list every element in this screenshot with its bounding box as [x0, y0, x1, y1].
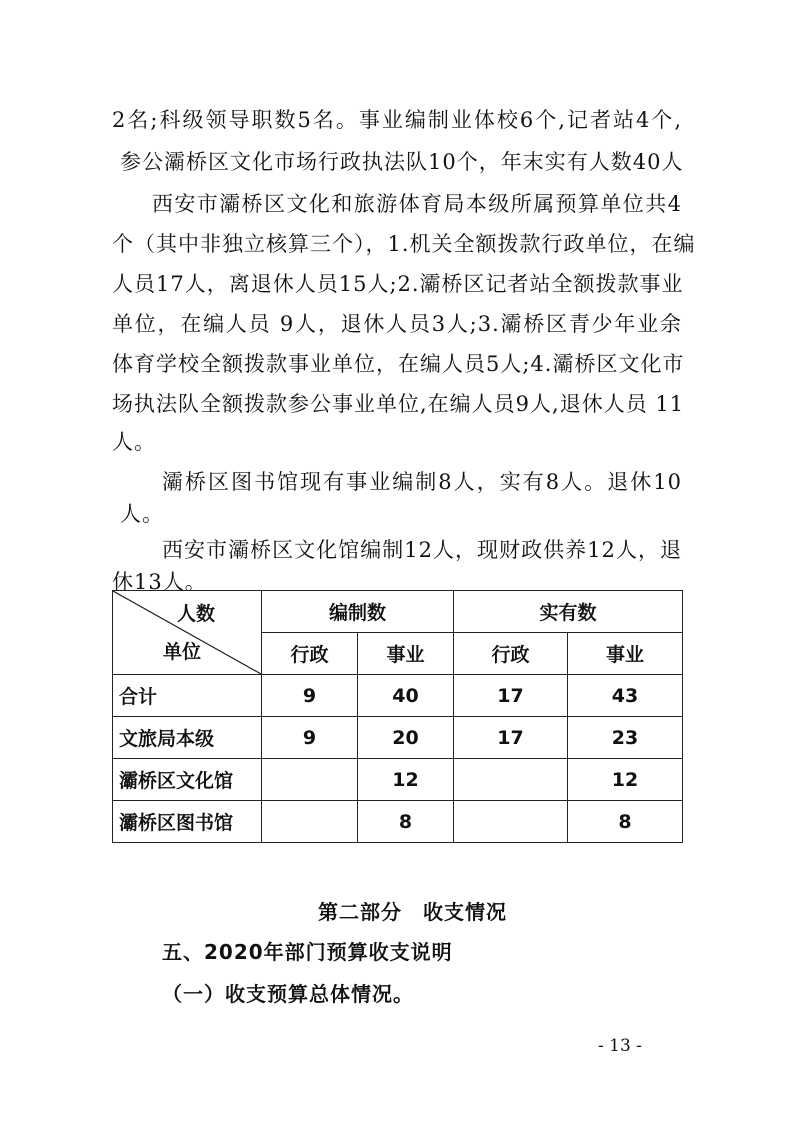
para-line-11: 人。 — [120, 502, 164, 526]
para-line-6: 单位，在编人员 9人，退休人员3人;3.灞桥区青少年业余 — [112, 312, 682, 336]
cell: 8 — [568, 801, 683, 843]
cell — [454, 801, 568, 843]
para-line-13: 休13人。 — [112, 570, 207, 594]
row-unit: 合计 — [113, 675, 262, 717]
cell — [454, 759, 568, 801]
cell: 17 — [454, 717, 568, 759]
row-unit: 灞桥区文化馆 — [113, 759, 262, 801]
row-unit: 灞桥区图书馆 — [113, 801, 262, 843]
table-header-row — [113, 591, 683, 633]
page-number: - 13 - — [598, 1036, 642, 1056]
cell: 43 — [568, 675, 683, 717]
cell: 20 — [358, 717, 454, 759]
table-row — [113, 759, 683, 801]
header-authorized: 编制数 — [262, 591, 454, 633]
subheader-public-2: 事业 — [568, 633, 683, 675]
cell: 23 — [568, 717, 683, 759]
para-line-9: 人。 — [112, 430, 156, 454]
cell: 8 — [358, 801, 454, 843]
subheader-admin-1: 行政 — [262, 633, 358, 675]
table-row — [113, 675, 683, 717]
corner-label-count: 人数 — [176, 603, 215, 625]
cell: 9 — [262, 717, 358, 759]
para-line-12: 西安市灞桥区文化馆编制12人，现财政供养12人，退 — [162, 538, 682, 562]
cell — [262, 801, 358, 843]
cell: 9 — [262, 675, 358, 717]
table-row — [113, 801, 683, 843]
cell: 12 — [358, 759, 454, 801]
corner-cell — [113, 591, 262, 675]
cell: 12 — [568, 759, 683, 801]
cell: 17 — [454, 675, 568, 717]
para-line-1: 2名;科级领导职数5名。事业编制业体校6个,记者站4个, — [112, 108, 682, 132]
table-row — [113, 717, 683, 759]
subsection-heading: （一）收支预算总体情况。 — [162, 982, 414, 1006]
para-line-3: 西安市灞桥区文化和旅游体育局本级所属预算单位共4 — [152, 192, 682, 216]
para-line-4: 个（其中非独立核算三个），1.机关全额拨款行政单位，在编 — [112, 232, 696, 256]
para-line-2: 参公灞桥区文化市场行政执法队10个，年末实有人数40人 — [120, 150, 684, 174]
staffing-table — [112, 590, 683, 843]
para-line-7: 体育学校全额拨款事业单位，在编人员5人;4.灞桥区文化市 — [112, 352, 685, 376]
subheader-public-1: 事业 — [358, 633, 454, 675]
cell — [262, 759, 358, 801]
subheader-admin-2: 行政 — [454, 633, 568, 675]
header-actual: 实有数 — [454, 591, 683, 633]
corner-label-unit: 单位 — [163, 641, 202, 663]
para-line-8: 场执法队全额拨款参公事业单位,在编人员9人,退休人员 11 — [112, 392, 685, 416]
row-unit: 文旅局本级 — [113, 717, 262, 759]
para-line-10: 灞桥区图书馆现有事业编制8人，实有8人。退休10 — [162, 470, 682, 494]
para-line-5: 人员17人，离退休人员15人;2.灞桥区记者站全额拨款事业 — [112, 272, 684, 296]
part-title: 第二部分 收支情况 — [318, 900, 507, 924]
cell: 40 — [358, 675, 454, 717]
section-heading: 五、2020年部门预算收支说明 — [162, 940, 453, 964]
